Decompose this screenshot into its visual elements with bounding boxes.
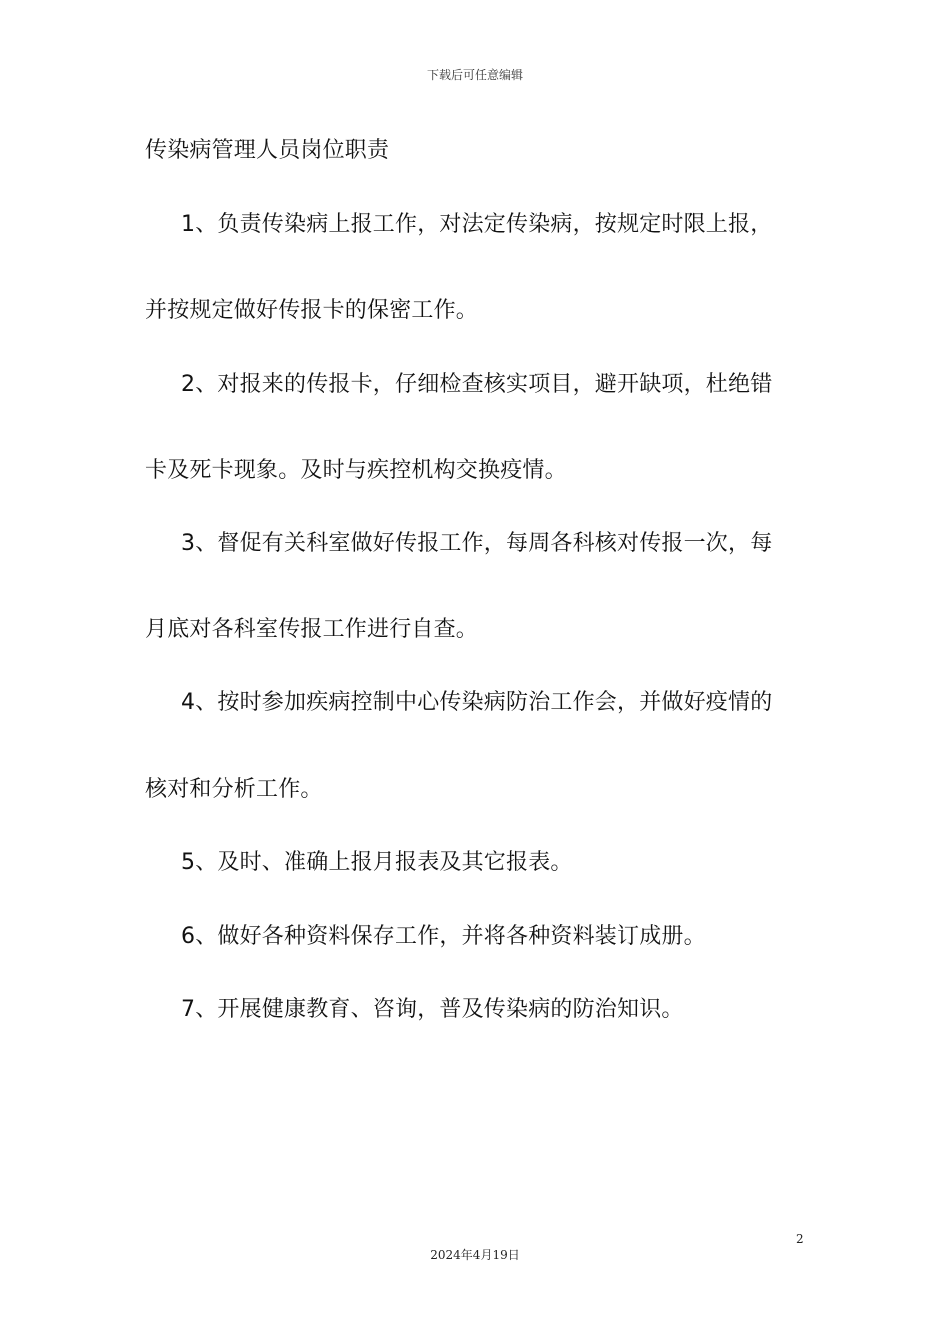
footer-date: 2024年4月19日 bbox=[430, 1248, 520, 1262]
paragraph-1-line-1: 1、负责传染病上报工作，对法定传染病，按规定时限上报， bbox=[181, 212, 773, 237]
paragraph-3-line-1: 3、督促有关科室做好传报工作，每周各科核对传报一次，每 bbox=[181, 531, 773, 556]
paragraph-4-line-1: 4、按时参加疾病控制中心传染病防治工作会，并做好疫情的 bbox=[181, 690, 773, 715]
page-number: 2 bbox=[796, 1232, 804, 1246]
header-note: 下载后可任意编辑 bbox=[426, 68, 523, 82]
document-title: 传染病管理人员岗位职责 bbox=[145, 138, 390, 163]
paragraph-4-line-2: 核对和分析工作。 bbox=[145, 777, 323, 802]
paragraph-1-line-2: 并按规定做好传报卡的保密工作。 bbox=[145, 298, 479, 323]
paragraph-2-line-2: 卡及死卡现象。及时与疾控机构交换疫情。 bbox=[145, 458, 567, 483]
paragraph-5-line-1: 5、及时、准确上报月报表及其它报表。 bbox=[181, 850, 573, 875]
paragraph-7-line-1: 7、开展健康教育、咨询，普及传染病的防治知识。 bbox=[181, 997, 684, 1022]
paragraph-6-line-1: 6、做好各种资料保存工作，并将各种资料装订成册。 bbox=[181, 924, 706, 949]
paragraph-3-line-2: 月底对各科室传报工作进行自查。 bbox=[145, 617, 479, 642]
paragraph-2-line-1: 2、对报来的传报卡，仔细检查核实项目，避开缺项，杜绝错 bbox=[181, 372, 773, 397]
